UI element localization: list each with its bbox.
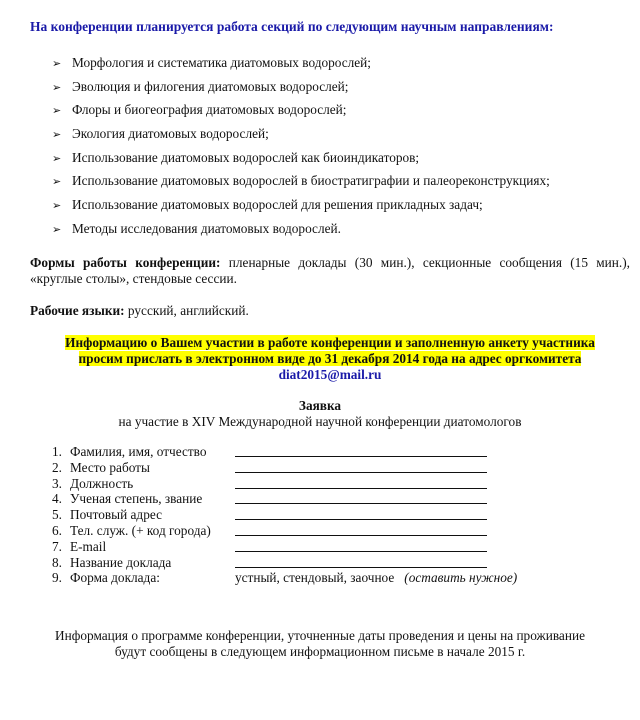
section-text: Использование диатомовых водорослей для решения прикладных задач; [72,197,483,213]
application-title: Заявка [298,398,342,413]
field-label: Форма доклада: [70,570,160,586]
section-text: Использование диатомовых водорослей как биоиндикаторов; [72,149,420,165]
section-text: Эволюция и филогения диатомовых водорослей; [72,78,349,94]
report-form-options[interactable] [235,570,517,585]
list-item [52,173,622,197]
row-number: 3. [52,475,62,491]
section-text: Флоры и биогеография диатомовых водорослей; [72,102,347,118]
workplace-field[interactable] [235,472,487,473]
field-label: Название доклада [70,554,172,570]
form-row-workplace [52,460,612,476]
arrow-bullet-icon: ➢ [52,151,62,165]
form-row-phone [52,523,612,539]
arrow-bullet-icon: ➢ [52,104,62,118]
languages-text: русский, английский. [124,303,249,318]
orgcommittee-email[interactable]: diat2015@mail.ru [278,367,382,382]
form-row-report-form [52,570,612,586]
report-form-note: (оставить нужное) [404,570,518,586]
report-title-field[interactable] [235,567,487,568]
working-languages [30,303,630,319]
arrow-bullet-icon: ➢ [52,80,62,94]
form-row-degree [52,491,612,507]
application-form [52,444,612,586]
arrow-bullet-icon: ➢ [52,199,62,213]
field-label: Ученая степень, звание [70,491,203,507]
languages-label: Рабочие языки: [30,303,125,318]
list-item [52,150,622,174]
section-text: Использование диатомовых водорослей в биостратиграфии и палеореконструкциях; [72,173,550,189]
formats-label: Формы работы конференции: [30,255,221,270]
position-field[interactable] [235,488,487,489]
row-number: 6. [52,522,62,538]
report-form-choices[interactable]: устный, стендовый, заочное [235,570,395,586]
section-text: Экология диатомовых водорослей; [72,126,269,142]
formats-text: пленарные доклады (30 мин.), секционные сообщения (15 мин.), «круглые столы», стендовые сессии. [30,255,630,286]
form-row-position [52,476,612,492]
full-name-field[interactable] [235,456,487,457]
field-label: Место работы [70,459,150,475]
email-field[interactable] [235,551,487,552]
section-text: Методы исследования диатомовых водорослей. [72,220,341,236]
field-label: Тел. служ. (+ код города) [70,522,211,538]
list-item [52,102,622,126]
arrow-bullet-icon: ➢ [52,222,62,236]
conference-formats [30,255,630,287]
list-item [52,55,622,79]
field-label: E-mail [70,538,107,554]
phone-field[interactable] [235,535,487,536]
notice-line-1: Информацию о Вашем участии в работе конференции и заполненную анкету участника [65,335,595,350]
row-number: 8. [52,554,62,570]
row-number: 5. [52,507,62,523]
arrow-bullet-icon: ➢ [52,175,62,189]
footer-line-2: будут сообщены в следующем информационном письме в начале 2015 г. [114,644,526,659]
sections-heading: На конференции планируется работа секций по следующим научным направлениям: [30,19,554,34]
form-row-postal-address [52,507,612,523]
field-label: Почтовый адрес [70,507,162,523]
form-row-full-name [52,444,612,460]
degree-field[interactable] [235,503,487,504]
list-item [52,197,622,221]
list-item [52,221,622,245]
row-number: 7. [52,538,62,554]
field-label: Должность [70,475,134,491]
application-subtitle: на участие в XIV Международной научной конференции диатомологов [118,414,522,429]
notice-line-2: просим прислать в электронном виде до 31 декабря 2014 года на адрес оргкомитета [78,351,582,366]
row-number: 2. [52,459,62,475]
field-label: Фамилия, имя, отчество [70,444,207,459]
arrow-bullet-icon: ➢ [52,57,62,70]
footer-line-1: Информация о программе конференции, уточненные даты проведения и цены на проживание [55,628,585,643]
arrow-bullet-icon: ➢ [52,128,62,142]
row-number: 1. [52,444,62,459]
form-row-email [52,539,612,555]
row-number: 9. [52,570,62,586]
list-item [52,79,622,103]
footer-note [0,628,640,660]
sections-list [52,55,622,245]
row-number: 4. [52,491,62,507]
section-text: Морфология и систематика диатомовых водорослей; [72,55,371,70]
submission-notice [30,335,630,383]
postal-address-field[interactable] [235,519,487,520]
list-item [52,126,622,150]
form-row-report-title [52,555,612,571]
